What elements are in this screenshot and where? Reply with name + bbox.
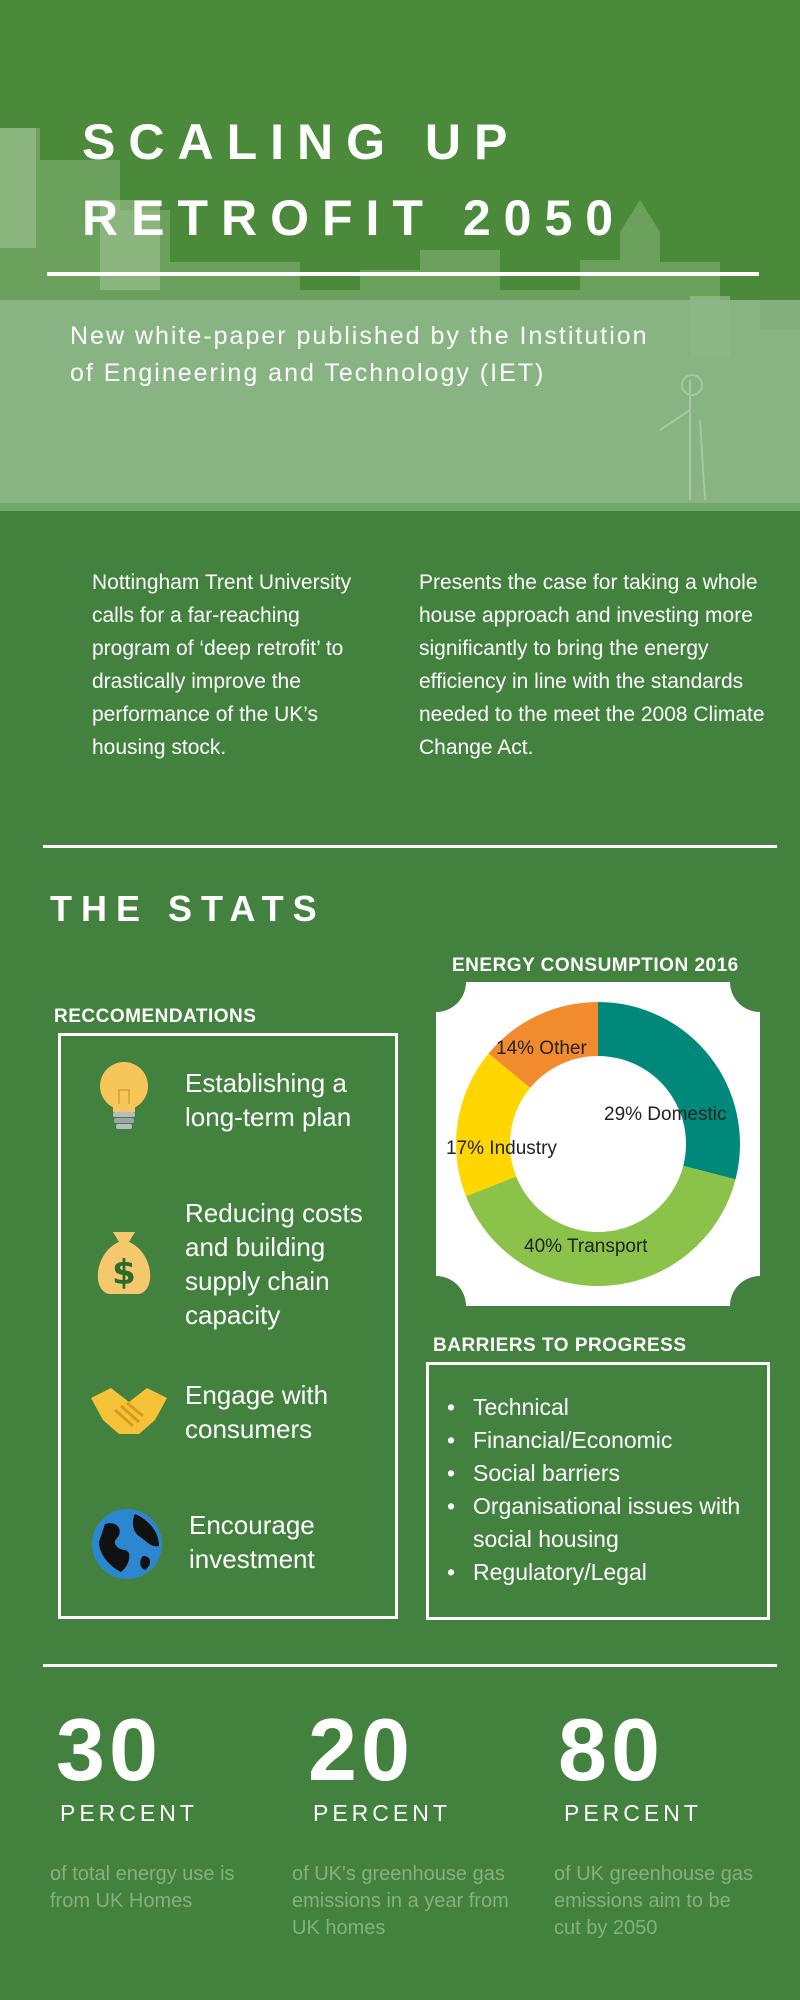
stat-desc-3: of UK greenhouse gas emissions aim to be cut by 2050 [554, 1863, 754, 1939]
stat-number-3: 80 [558, 1700, 664, 1799]
recommendation-text-3: Engage with consumers [185, 1380, 329, 1444]
stat-desc-2: of UK's greenhouse gas emissions in a year from UK homes [292, 1863, 509, 1939]
recommendation-text-4: Encourage investment [189, 1510, 315, 1574]
slice-label-other: 14% Other [496, 1038, 587, 1059]
subtitle: New white-paper published by the Institution of Engineering and Technology (IET) [70, 322, 649, 387]
slice-label-transport: 40% Transport [524, 1236, 648, 1257]
barriers-label: BARRIERS TO PROGRESS [433, 1335, 687, 1356]
numbers-divider [43, 1664, 777, 1667]
stat-number-2: 20 [308, 1700, 414, 1799]
hero-banner [0, 0, 800, 510]
stat-number-1: 30 [56, 1700, 162, 1799]
svg-text:$: $ [112, 1253, 136, 1293]
stat-desc-1: of total energy use is from UK Homes [50, 1863, 235, 1912]
handshake-icon [89, 1376, 169, 1456]
barrier-item: • Technical [439, 1391, 764, 1424]
recommendation-text-2: Reducing costs and building supply chain capacity [185, 1198, 363, 1330]
donut-svg [436, 982, 760, 1306]
barriers-list [439, 1391, 764, 1589]
recommendations-label: RECCOMENDATIONS [54, 1006, 257, 1027]
chart-title: ENERGY CONSUMPTION 2016 [452, 955, 739, 976]
slice-label-domestic: 29% Domestic [604, 1104, 727, 1125]
barriers-box [426, 1362, 770, 1620]
title-line-1: SCALING UP [82, 114, 521, 170]
recommendations-box [58, 1033, 398, 1619]
lightbulb-icon [89, 1056, 169, 1136]
barrier-item: • Financial/Economic [439, 1424, 764, 1457]
globe-icon [89, 1506, 169, 1586]
intro-right-text: Presents the case for taking a whole house approach and investing more significantly to bring the energy efficiency in line with the standards needed to the meet the 2008 Climate Change Act. [419, 571, 765, 759]
barrier-item: • Regulatory/Legal [439, 1556, 764, 1589]
title-line-2: RETROFIT 2050 [82, 190, 627, 246]
title-divider [47, 272, 759, 276]
stat-unit-3: PERCENT [564, 1800, 702, 1826]
slice-label-industry: 17% Industry [446, 1138, 557, 1159]
section-divider [43, 845, 777, 848]
stats-heading: THE STATS [50, 888, 326, 929]
energy-donut-chart [436, 982, 760, 1306]
stat-unit-1: PERCENT [60, 1800, 198, 1826]
stat-unit-2: PERCENT [313, 1800, 451, 1826]
money-bag-icon [89, 1218, 169, 1298]
barrier-item: • Organisational issues with social housing [439, 1490, 764, 1556]
barrier-item: • Social barriers [439, 1457, 764, 1490]
recommendation-text-1: Establishing a long-term plan [185, 1068, 352, 1132]
intro-left-text: Nottingham Trent University calls for a far-reaching program of ‘deep retrofit’ to drastically improve the performance of the UK’s housing stock. [92, 571, 352, 759]
page-title [82, 104, 626, 256]
hero-bottom-band [0, 503, 800, 511]
